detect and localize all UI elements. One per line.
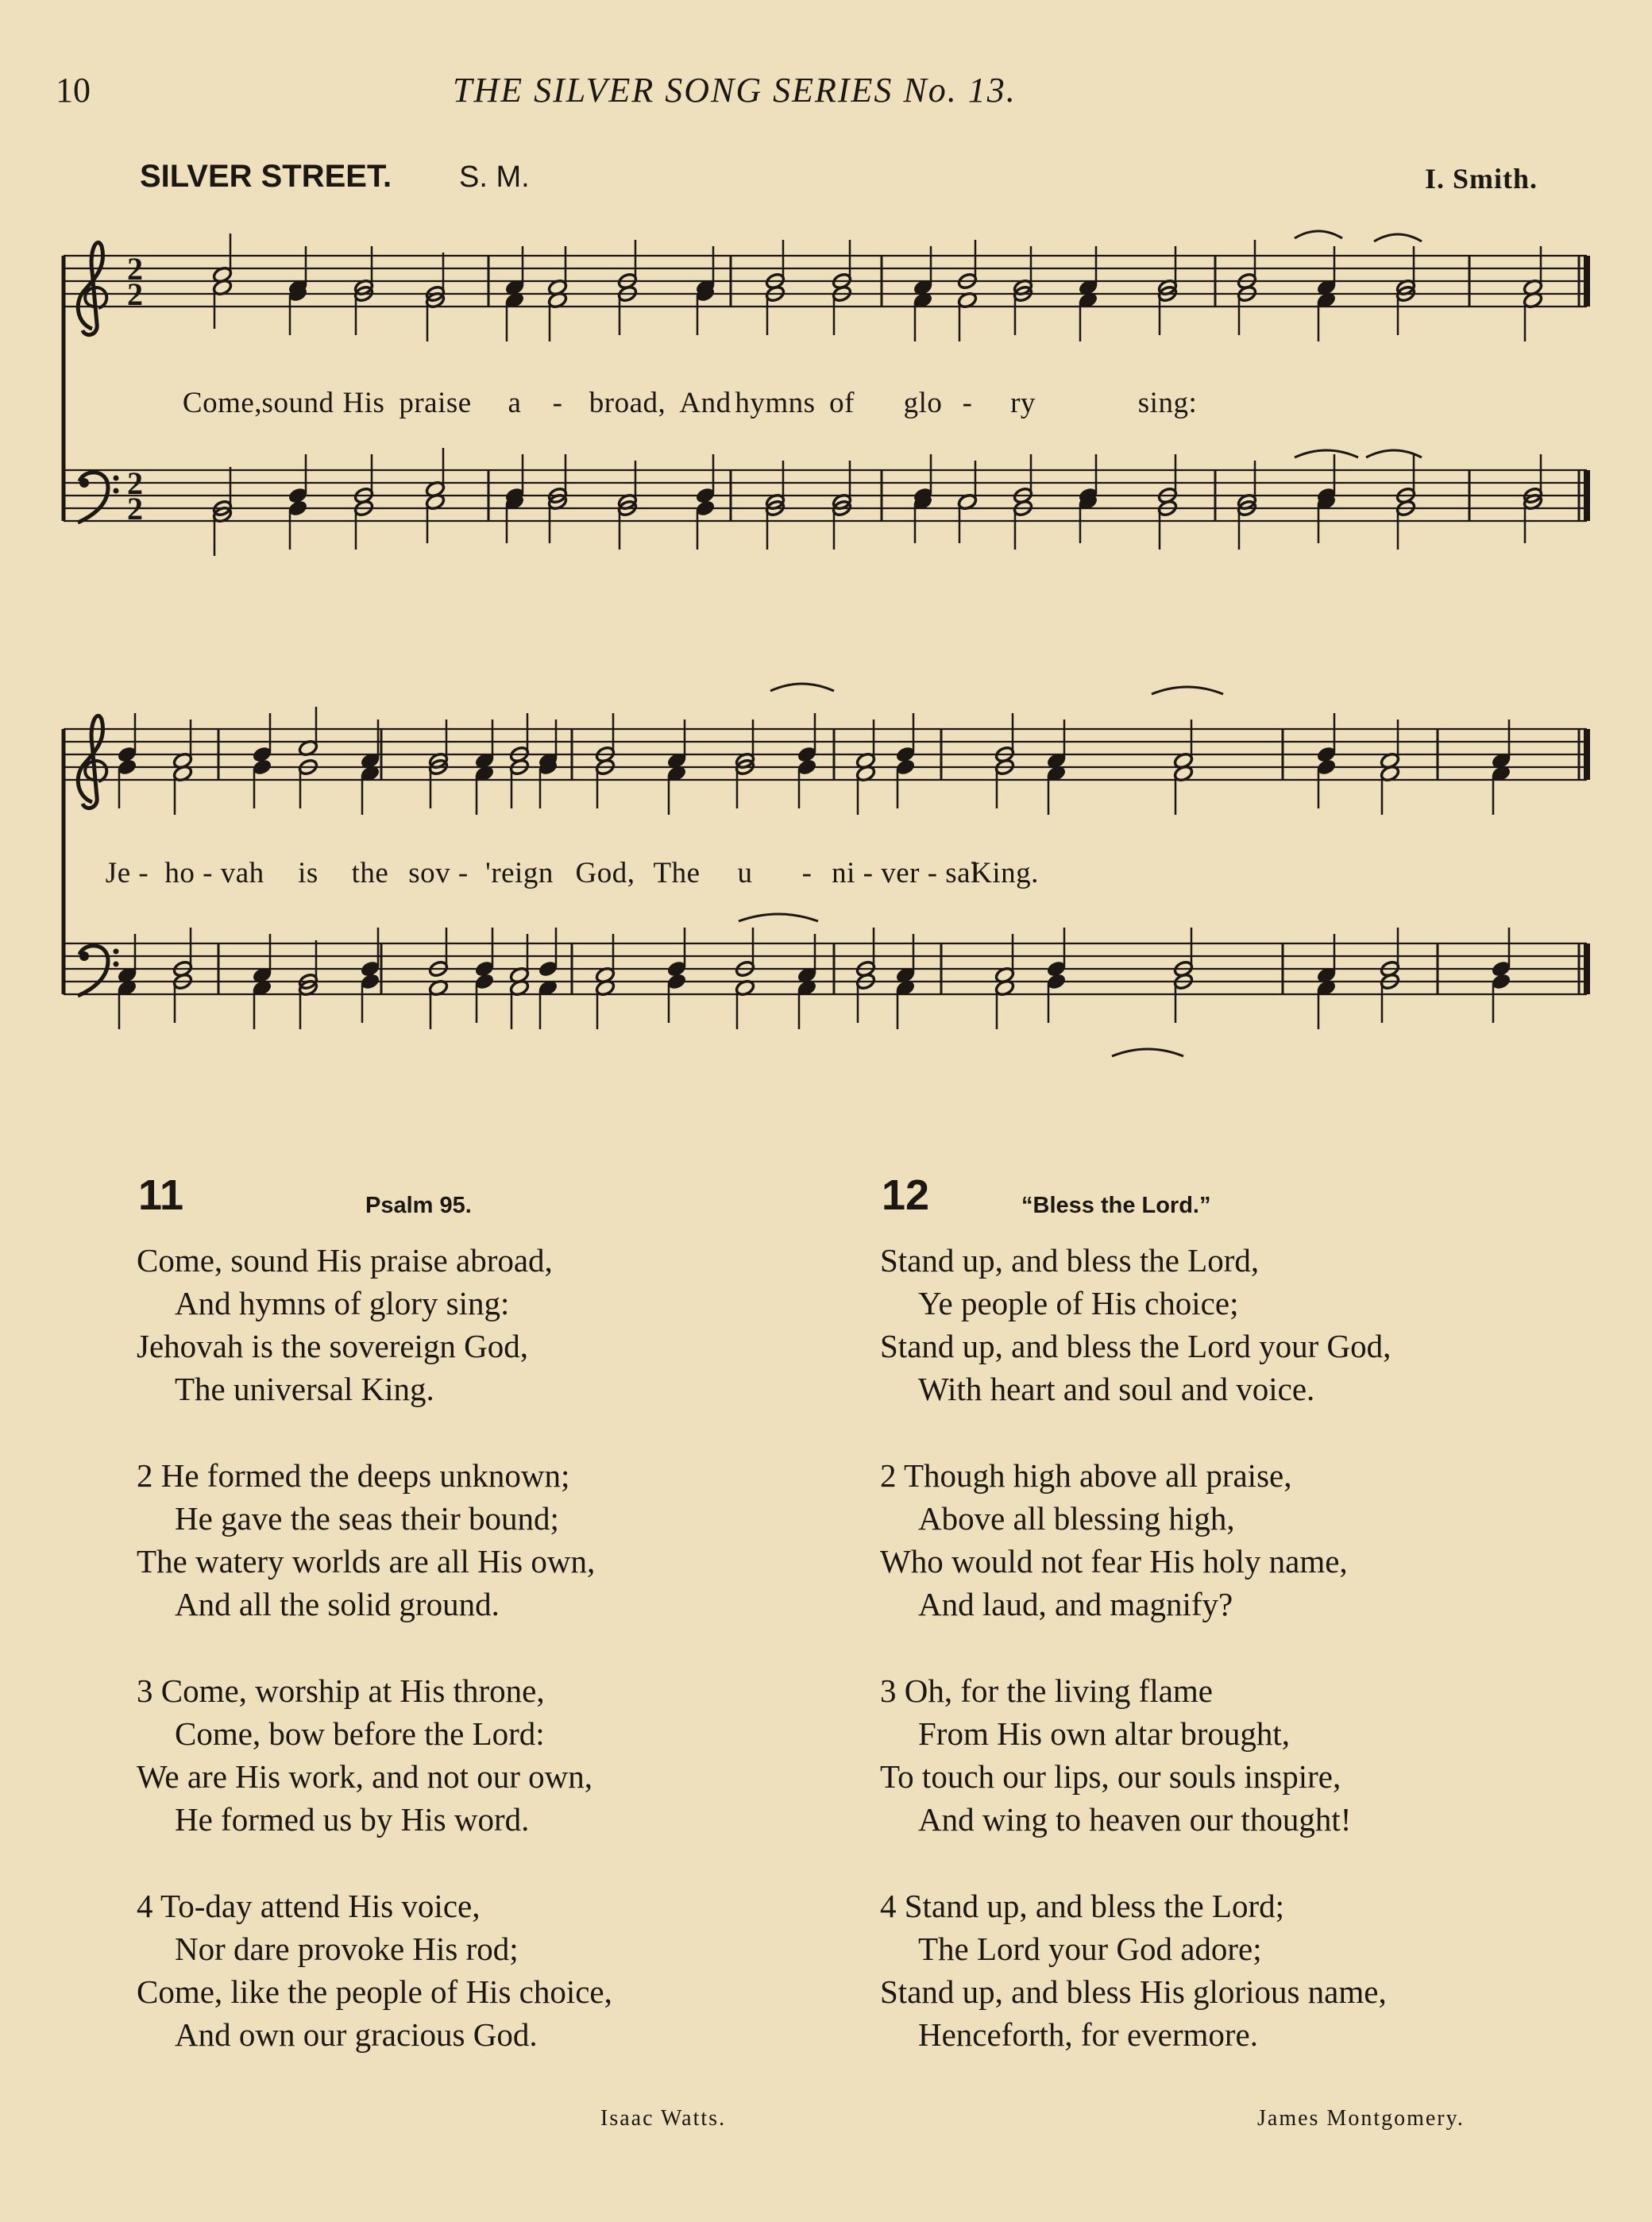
lyric-syllable: sound: [261, 387, 334, 419]
stanza-line: The Lord your God adore;: [918, 1931, 1262, 1967]
stanza-line: We are His work, and not our own,: [137, 1758, 592, 1795]
tune-name: SILVER STREET.: [140, 159, 392, 194]
stanza-line: The universal King.: [175, 1371, 434, 1407]
stanza: [137, 1884, 867, 2056]
stanza-line: And wing to heaven our thought!: [918, 1801, 1352, 1838]
hymn-subtitle: “Bless the Lord.”: [1021, 1193, 1211, 1218]
lyric-syllable: 'reign: [485, 857, 554, 889]
lyric-syllable: -: [801, 857, 812, 889]
lyric-syllable: sing:: [1137, 387, 1198, 419]
stanza-line: To touch our lips, our souls inspire,: [880, 1758, 1341, 1795]
bass-clef-dot: [114, 476, 119, 481]
tune-header: [140, 159, 1538, 206]
stanza: [880, 1454, 1611, 1626]
slur: [1374, 234, 1422, 241]
stanza-line: 2 He formed the deeps unknown;: [137, 1457, 570, 1494]
hymn-11-stanzas: [137, 1239, 867, 2056]
hymn-12-header: [880, 1171, 1611, 1239]
lyric-syllable: is: [298, 857, 318, 889]
hymn-number: 11: [138, 1171, 184, 1219]
lyric-syllable: And: [679, 387, 731, 419]
time-signature-digit: 2: [127, 251, 143, 287]
lyric-syllable: -: [552, 387, 563, 419]
lyric-syllable: ni - ver - sal: [832, 857, 979, 889]
slur: [1112, 1049, 1183, 1056]
time-signature-digit: 2: [127, 276, 143, 312]
lyric-syllable: the: [351, 857, 389, 889]
stanza-line: He gave the seas their bound;: [175, 1500, 559, 1537]
stanza: [137, 1669, 867, 1841]
hymn-subtitle: Psalm 95.: [365, 1193, 472, 1218]
hymn-12: [880, 1171, 1611, 2176]
stanza: [137, 1239, 867, 1410]
lyric-syllable: Je -: [105, 857, 149, 889]
lyric-syllable: ho - vah: [164, 857, 264, 889]
tune-meter: S. M.: [459, 160, 530, 194]
lyric-syllable: hymns: [735, 387, 816, 419]
stanza-line: From His own altar brought,: [918, 1715, 1291, 1752]
final-barline: [1584, 470, 1590, 521]
lyric-syllable: -: [962, 387, 973, 419]
lyric-syllable: glo: [903, 387, 943, 419]
bass-clef-dot: [114, 962, 119, 967]
stanza-line: Stand up, and bless the Lord,: [880, 1242, 1260, 1279]
lyric-syllable: ry: [1010, 387, 1036, 419]
hymn-number: 12: [882, 1171, 930, 1219]
stanza-line: 3 Come, worship at His throne,: [137, 1672, 545, 1709]
final-barline: [1584, 943, 1590, 994]
hymn-author: Isaac Watts.: [600, 2106, 727, 2131]
lyric-syllable: The: [653, 857, 701, 889]
tune-composer: I. Smith.: [1424, 163, 1538, 195]
slur: [1152, 687, 1223, 694]
bass-clef-dot: [114, 488, 119, 494]
running-head: [56, 70, 1581, 118]
score-notation: [56, 214, 1596, 1112]
bass-clef-dot: [79, 951, 89, 961]
hymn-author: James Montgomery.: [1257, 2106, 1465, 2131]
stanza-line: 3 Oh, for the living flame: [880, 1672, 1214, 1709]
lyric-syllable: a: [508, 387, 522, 419]
stanza-line: Above all blessing high,: [918, 1500, 1235, 1537]
lyric-syllable: u: [737, 857, 753, 889]
slur: [1295, 231, 1342, 238]
stanza-line: He formed us by His word.: [175, 1801, 530, 1838]
stanza: [880, 1669, 1611, 1841]
stanza-line: The watery worlds are all His own,: [137, 1543, 596, 1580]
stanza-line: And laud, and magnify?: [918, 1586, 1233, 1622]
lyric-syllable: of: [829, 387, 855, 419]
lyric-syllable: King.: [971, 857, 1039, 889]
stanza-line: Stand up, and bless His glorious name,: [880, 1973, 1387, 2010]
time-signature-digit: 2: [127, 491, 143, 527]
time-signature-digit: 2: [127, 465, 143, 501]
lyric-syllable: God,: [575, 857, 635, 889]
stanza-line: 4 Stand up, and bless the Lord;: [880, 1888, 1285, 1924]
page-number: 10: [56, 71, 91, 110]
lyric-syllable: broad,: [589, 387, 666, 419]
stanza-line: With heart and soul and voice.: [918, 1371, 1315, 1407]
stanza-line: Come, sound His praise abroad,: [137, 1242, 553, 1279]
stanza-line: 4 To-day attend His voice,: [137, 1888, 481, 1924]
stanza: [880, 1884, 1611, 2056]
stanza-line: Who would not fear His holy name,: [880, 1543, 1348, 1580]
slur: [770, 684, 834, 691]
stanza-line: Come, like the people of His choice,: [137, 1973, 612, 2010]
final-barline: [1584, 729, 1590, 780]
bass-clef-dot: [79, 478, 89, 488]
stanza-line: Ye people of His choice;: [918, 1285, 1239, 1321]
stanza-line: Come, bow before the Lord:: [175, 1715, 545, 1752]
lyric-syllable: sov -: [408, 857, 469, 889]
final-barline: [1584, 256, 1590, 307]
hymn-12-stanzas: [880, 1239, 1611, 2056]
stanza: [137, 1454, 867, 1626]
stanza: [880, 1239, 1611, 1410]
stanza-line: And all the solid ground.: [175, 1586, 500, 1622]
lyric-syllable: His: [342, 387, 385, 419]
hymn-11: [137, 1171, 867, 2176]
stanza-line: 2 Though high above all praise,: [880, 1457, 1292, 1494]
bass-clef-dot: [114, 949, 119, 955]
stanza-line: Jehovah is the sovereign God,: [137, 1328, 529, 1364]
music-score: [56, 214, 1596, 1112]
hymn-11-header: [137, 1171, 867, 1239]
stanza-line: Henceforth, for evermore.: [918, 2016, 1258, 2053]
lyric-syllable: Come,: [182, 387, 263, 419]
stanza-line: Stand up, and bless the Lord your God,: [880, 1328, 1391, 1364]
stanza-line: Nor dare provoke His rod;: [175, 1931, 519, 1967]
lyric-syllable: praise: [399, 387, 472, 419]
slur: [1295, 450, 1358, 457]
slur: [739, 914, 818, 921]
stanza-line: And own our gracious God.: [175, 2016, 538, 2053]
stanza-line: And hymns of glory sing:: [175, 1285, 510, 1321]
series-title: THE SILVER SONG SERIES No. 13.: [453, 71, 1017, 110]
